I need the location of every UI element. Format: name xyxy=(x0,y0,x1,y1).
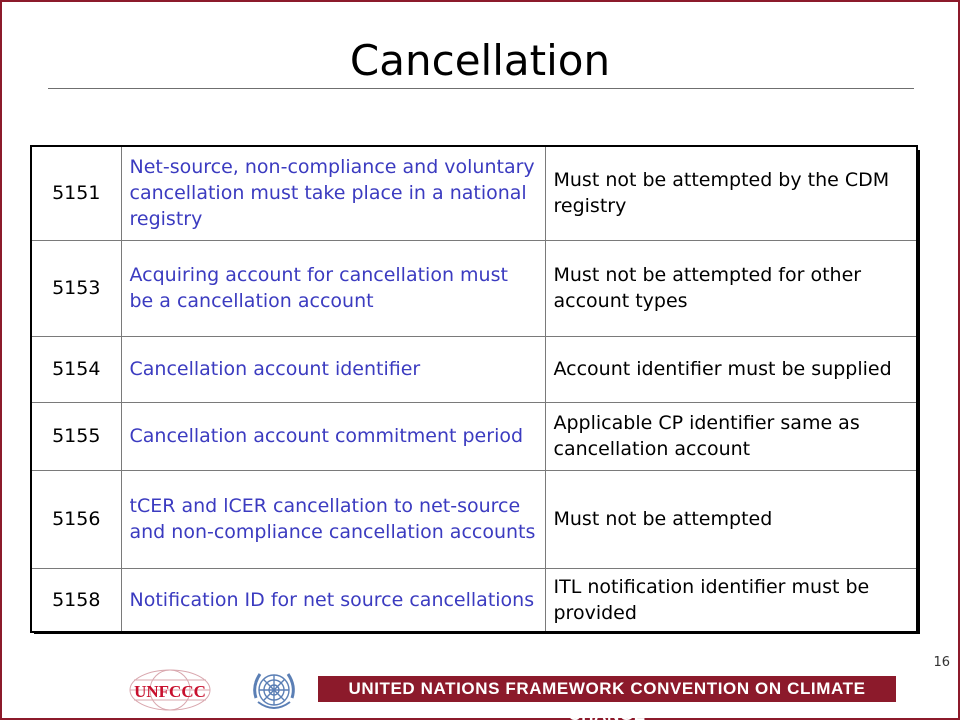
rules-table xyxy=(30,145,918,633)
rule-code: 5158 xyxy=(31,568,121,632)
unfccc-logo xyxy=(110,668,230,712)
title-divider xyxy=(48,88,914,89)
table-row xyxy=(31,568,917,632)
rule-description: Notification ID for net source cancellations xyxy=(121,568,545,632)
table-row xyxy=(31,336,917,402)
rule-code: 5156 xyxy=(31,470,121,568)
svg-text:UNFCCC: UNFCCC xyxy=(134,682,206,701)
table-row xyxy=(31,240,917,336)
slide-title: Cancellation xyxy=(349,36,611,85)
rule-description: Net-source, non-compliance and voluntary cancellation must take place in a national registry xyxy=(121,146,545,240)
table-row xyxy=(31,470,917,568)
page-number: 16 xyxy=(933,655,950,670)
footer-banner-text: UNITED NATIONS FRAMEWORK CONVENTION ON CLIMATE CHANGE xyxy=(348,679,866,724)
rule-requirement: ITL notification identifier must be provided xyxy=(545,568,917,632)
rule-requirement: Must not be attempted for other account types xyxy=(545,240,917,336)
footer-banner xyxy=(318,676,896,724)
rule-requirement: Account identifier must be supplied xyxy=(545,336,917,402)
rule-code: 5153 xyxy=(31,240,121,336)
un-emblem-icon xyxy=(248,664,300,716)
rule-requirement: Must not be attempted by the CDM registry xyxy=(545,146,917,240)
rule-description: Acquiring account for cancellation must be a cancellation account xyxy=(121,240,545,336)
rule-description: Cancellation account commitment period xyxy=(121,402,545,470)
rule-code: 5151 xyxy=(31,146,121,240)
rule-requirement: Applicable CP identifier same as cancellation account xyxy=(545,402,917,470)
rule-code: 5154 xyxy=(31,336,121,402)
rule-requirement: Must not be attempted xyxy=(545,470,917,568)
rule-description: Cancellation account identifier xyxy=(121,336,545,402)
rule-description: tCER and lCER cancellation to net-source and non-compliance cancellation accounts xyxy=(121,470,545,568)
table-row xyxy=(31,146,917,240)
table-row xyxy=(31,402,917,470)
rule-code: 5155 xyxy=(31,402,121,470)
